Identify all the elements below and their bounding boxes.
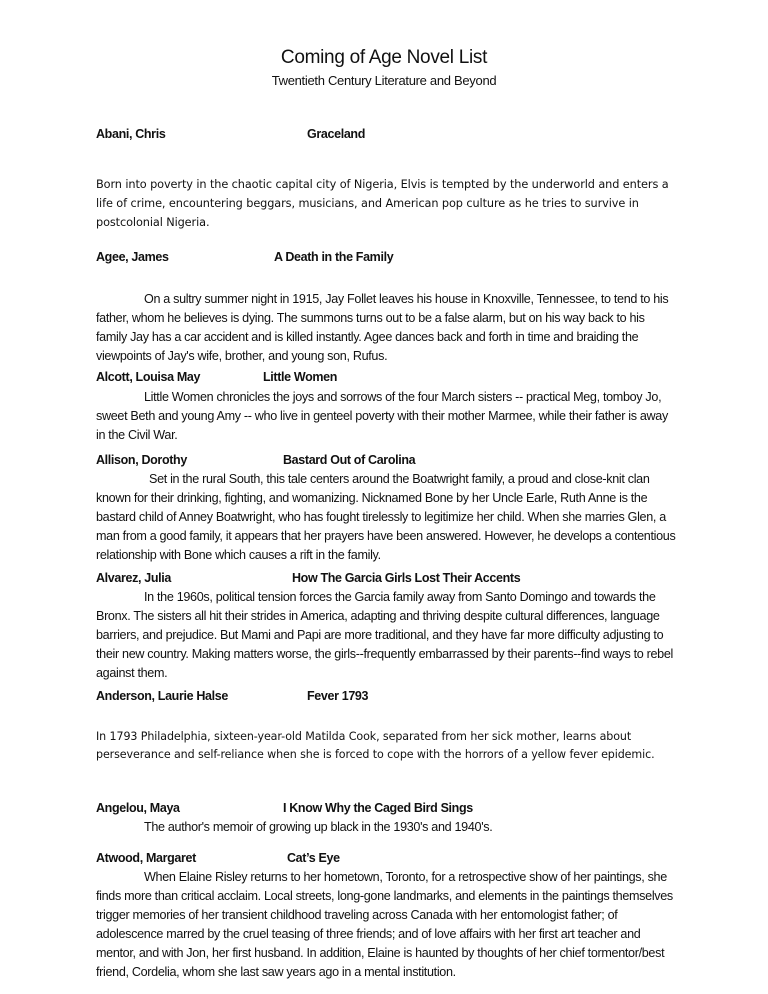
- author-name: Allison, Dorothy: [96, 453, 187, 467]
- book-description: When Elaine Risley returns to her hometown, Toronto, for a retrospective show of her paintings, she finds more than critical acclaim. Local streets, long-gone landmarks, and elements in the paintings themselves trigger memories of her transient childhood traveling across Canada with her entomologist father; of adolescence marred by the cruel teasing of three friends; and of love affairs with her first art teacher and mentor, and with Jon, her first husband. In addition, Elaine is haunted by thoughts of her chief tormentor/best friend, Cordelia, whom she last saw years ago in a mental institution.: [96, 870, 673, 979]
- author-name: Alvarez, Julia: [96, 571, 172, 585]
- novel-entry-angelou: [96, 801, 676, 837]
- book-description: Little Women chronicles the joys and sorrows of the four March sisters -- practical Meg, tomboy Jo, sweet Beth and young Amy -- who live in genteel poverty with their mother Marmee, while their father is away in the Civil War.: [96, 390, 668, 442]
- book-description: Set in the rural South, this tale centers around the Boatwright family, a proud and close-knit clan known for their drinking, fighting, and womanizing. Nicknamed Bone by her Uncle Earle, Ruth Anne is the bastard child of Anney Boatwright, who has fought tirelessly to legitimize her child. When she marries Glen, a man from a good family, it appears that her prayers have been answered. However, he develops a contentious relationship with Bone which causes a rift in the family.: [96, 472, 676, 562]
- novel-entry-alcott: [96, 370, 676, 445]
- book-title: Little Women: [263, 370, 338, 384]
- author-name: Alcott, Louisa May: [96, 370, 201, 384]
- book-title: Graceland: [307, 127, 365, 141]
- author-name: Agee, James: [96, 250, 169, 264]
- novel-entry-allison: [96, 453, 676, 565]
- novel-entry-anderson: [96, 689, 676, 764]
- author-name: Atwood, Margaret: [96, 851, 196, 865]
- novel-entry-agee: [96, 250, 676, 366]
- book-title: Cat’s Eye: [287, 851, 340, 865]
- book-description: On a sultry summer night in 1915, Jay Follet leaves his house in Knoxville, Tennessee, to tend to his father, whom he believes is dying. The summons turns out to be a false alarm, but on his way back to his family Jay has a car accident and is killed instantly. Agee dances back and forth in time and braiding the viewpoints of Jay's wife, brother, and young son, Rufus.: [96, 292, 669, 363]
- book-description: In the 1960s, political tension forces the Garcia family away from Santo Domingo and towards the Bronx. The sisters all hit their strides in America, adapting and thriving despite cultural differences, language barriers, and prejudice. But Mami and Papi are more traditional, and they have far more difficulty adjusting to their new country. Making matters worse, the girls--frequently embarrassed by their parents--find ways to rebel against them.: [96, 590, 673, 680]
- book-description: In 1793 Philadelphia, sixteen-year-old Matilda Cook, separated from her sick mother, learns about perseverance and self-reliance when she is forced to cope with the horrors of a yellow fever epidemic.: [96, 730, 655, 761]
- book-title: Fever 1793: [307, 689, 369, 703]
- page-title: Coming of Age Novel List: [280, 47, 488, 68]
- book-description: The author's memoir of growing up black in the 1930's and 1940's.: [144, 820, 493, 834]
- author-name: Angelou, Maya: [96, 801, 180, 815]
- book-title: A Death in the Family: [274, 250, 394, 264]
- novel-entry-atwood: [96, 851, 676, 982]
- book-title: Bastard Out of Carolina: [283, 453, 416, 467]
- book-title: How The Garcia Girls Lost Their Accents: [292, 571, 521, 585]
- author-name: Abani, Chris: [96, 127, 166, 141]
- book-title: I Know Why the Caged Bird Sings: [283, 801, 473, 815]
- author-name: Anderson, Laurie Halse: [96, 689, 228, 703]
- page-subtitle: Twentieth Century Literature and Beyond: [271, 73, 497, 88]
- book-description: Born into poverty in the chaotic capital city of Nigeria, Elvis is tempted by the underworld and enters a life of crime, encountering beggars, musicians, and American pop culture as he tries to survive in postcolonial Nigeria.: [96, 178, 669, 229]
- novel-entry-alvarez: [96, 571, 676, 683]
- novel-entry-abani: [96, 127, 676, 232]
